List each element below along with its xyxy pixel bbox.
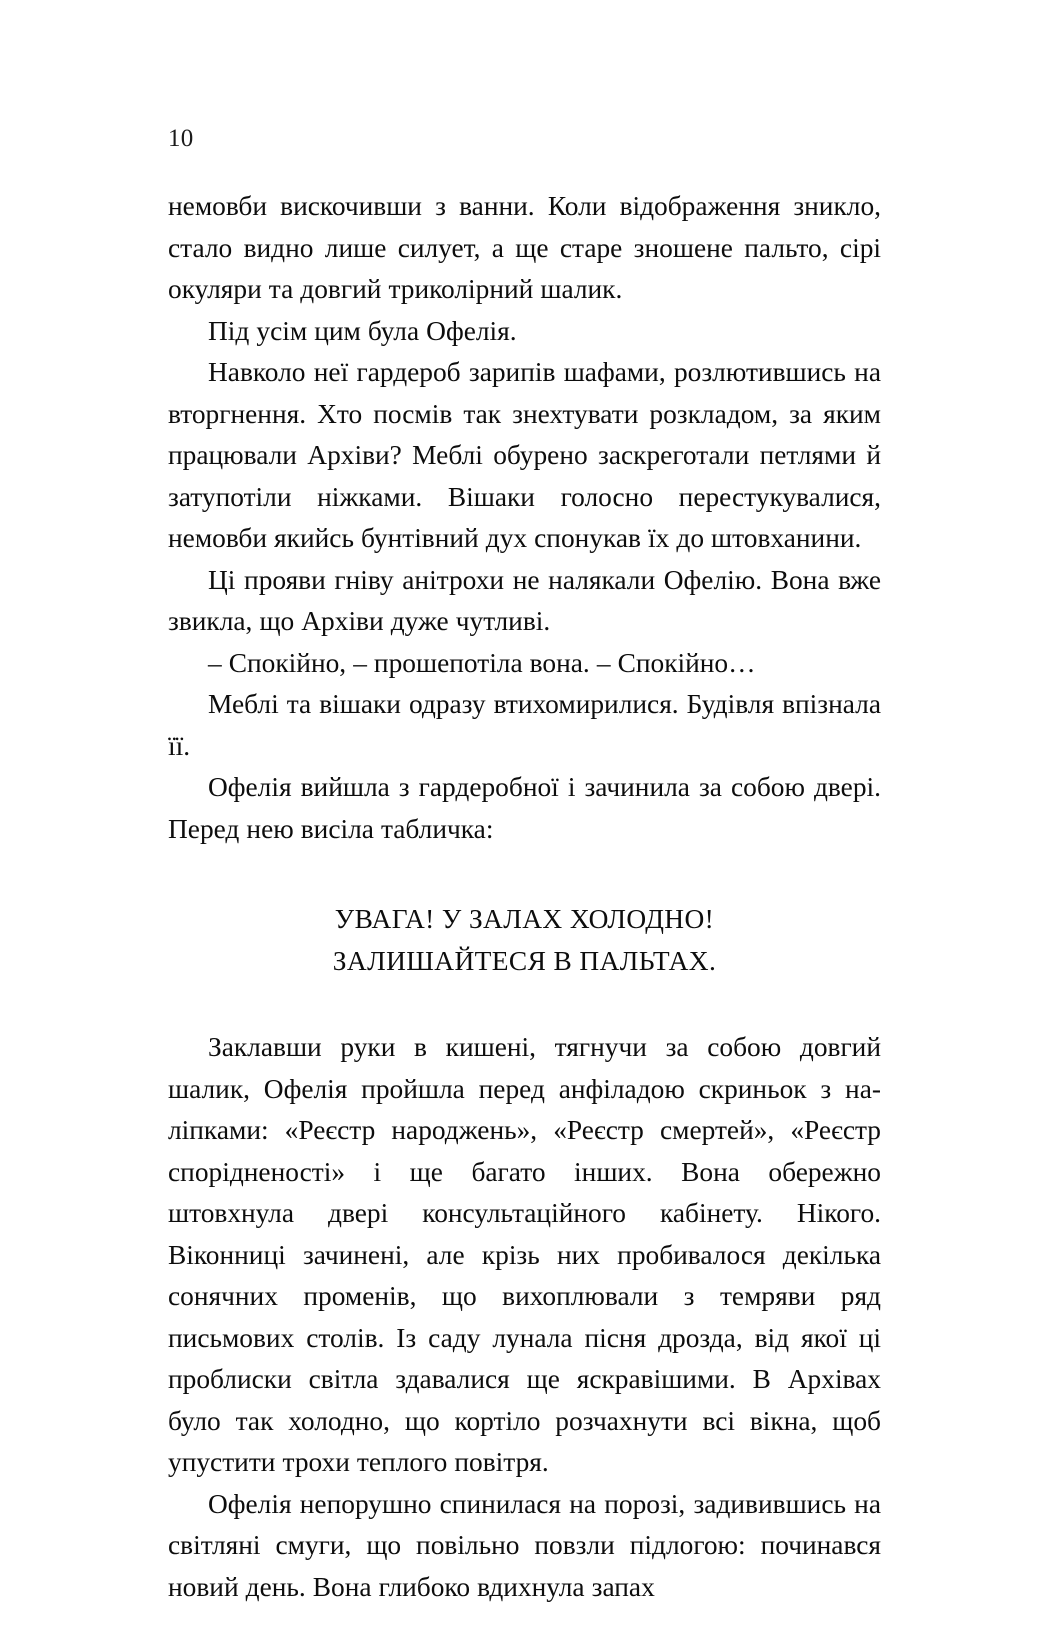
page-number: 10	[168, 125, 194, 152]
paragraph: Ці прояви гніву анітрохи не налякали Офелію. Вона вже звикла, що Архіви дуже чутливі.	[168, 564, 881, 636]
paragraph: Заклавши руки в кишені, тягнучи за собою довгий шалик, Офелія пройшла перед анфіладою скриньок з наліпками: «Реєстр народжень», «Реєстр смертей», «Реєстр спорідненості» і ще багато інших. Вона обережно штовхнула двері консультаційного кабінету. Нікого. Віконниці зачинені, але крізь них пробивалося декілька сонячних променів, що вихоплювали з темряви ряд письмових столів. Із саду лунала пісня дрозда, від якої ці проблиски світла здавалися ще яскравішими. В Архівах було так холодно, що кортіло розчахнути всі вікна, щоб упустити трохи теплого повітря.	[168, 1032, 881, 1477]
paragraph: Офелія вийшла з гардеробної і зачинила за собою двері. Перед нею висіла табличка:	[168, 772, 881, 844]
paragraph: немовби вискочивши з ванни. Коли відображення зникло, стало видно лише силует, а ще старе зношене пальто, сірі окуляри та довгий триколірний шалик.	[168, 191, 881, 304]
paragraph: Офелія непорушно спинилася на порозі, задивившись на світляні смуги, що повільно повзли підлогою: починався новий день. Вона глибоко вдихнула запах	[168, 1488, 881, 1602]
notice-sign-line-2: ЗАЛИШАЙТЕСЯ В ПАЛЬТАХ.	[332, 945, 717, 976]
notice-sign	[168, 899, 881, 982]
paragraph: Під усім цим була Офелія.	[208, 315, 517, 346]
paragraph: Навколо неї гардероб зарипів шафами, розлютившись на вторгнення. Хто посмів так знехтувати розкладом, за яким працювали Архіви? Меблі обурено заскреготали петлями й затупотіли ніжками. Вішаки голосно перестукувалися, немовби якийсь бунтівний дух спонукав їх до штовханини.	[168, 357, 881, 553]
paragraph: Меблі та вішаки одразу втихомирилися. Будівля впізнала її.	[168, 689, 881, 761]
body-text-block	[168, 186, 881, 1608]
dialogue-paragraph: – Спокійно, – прошепотіла вона. – Спокійно…	[208, 647, 756, 678]
notice-sign-line-1: УВАГА! У ЗАЛАХ ХОЛОДНО!	[334, 904, 715, 934]
